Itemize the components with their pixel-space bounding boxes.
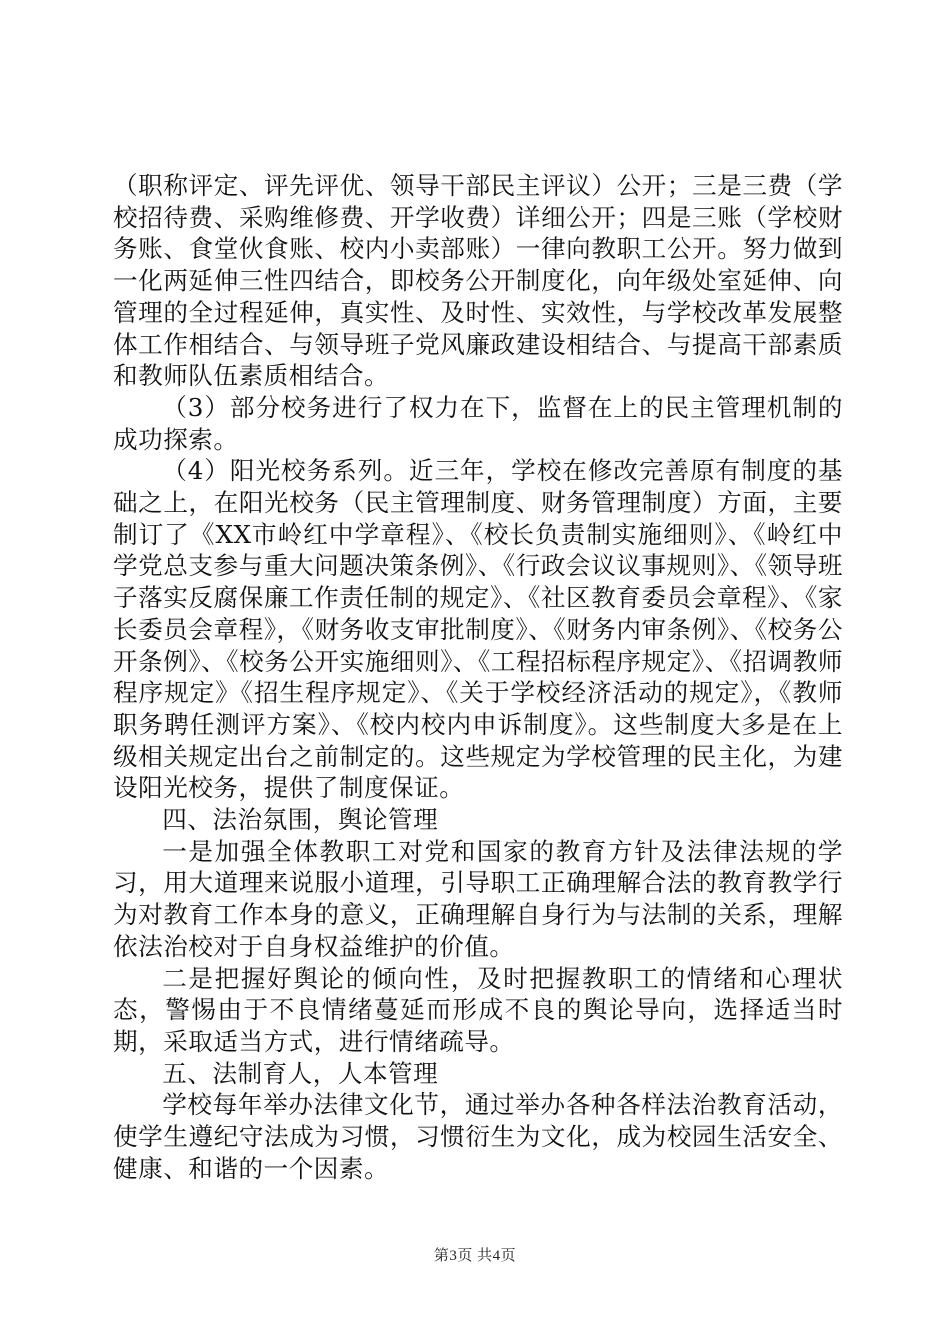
- paragraph-section-4-2: 二是把握好舆论的倾向性，及时把握教职工的情绪和心理状态，警惕由于不良情绪蔓延而形成不良的舆论导向，选择适当时期，采取适当方式，进行情绪疏导。: [113, 963, 843, 1056]
- document-body: [113, 170, 843, 1185]
- section-heading-5: 五、法制育人，人本管理: [162, 1058, 439, 1088]
- paragraph-section-5-1: 学校每年举办法律文化节，通过举办各种各样法治教育活动，使学生遵纪守法成为习惯，习惯衍生为文化，成为校园生活安全、健康、和谐的一个因素。: [113, 1090, 843, 1183]
- paragraph-continued: （职称评定、评先评优、领导干部民主评议）公开；三是三费（学校招待费、采购维修费、开学收费）详细公开；四是三账（学校财务账、食堂伙食账、校内小卖部账）一律向教职工公开。努力做到一化两延伸三性四结合，即校务公开制度化，向年级处室延伸、向管理的全过程延伸，真实性、及时性、实效性，与学校改革发展整体工作相结合、与领导班子党风廉政建设相结合、与提高干部素质和教师队伍素质相结合。: [113, 171, 843, 391]
- paragraph-item-3: （3）部分校务进行了权力在下，监督在上的民主管理机制的成功探索。: [113, 392, 843, 454]
- paragraph-section-4-1: 一是加强全体教职工对党和国家的教育方针及法律法规的学习，用大道理来说服小道理，引导职工正确理解合法的教育教学行为对教育工作本身的意义，正确理解自身行为与法制的关系，理解依法治校对于自身权益维护的价值。: [113, 836, 843, 961]
- page-number-footer: 第3页 共4页: [433, 1248, 517, 1264]
- section-heading-4: 四、法治氛围，舆论管理: [162, 805, 439, 835]
- paragraph-item-4: （4）阳光校务系列。近三年，学校在修改完善原有制度的基础之上，在阳光校务（民主管理制度、财务管理制度）方面，主要制订了《XX市岭红中学章程》、《校长负责制实施细则》、《岭红中学党总支参与重大问题决策条例》、《行政会议议事规则》、《领导班子落实反腐保廉工作责任制的规定》、《社区教育委员会章程》、《家长委员会章程》，《财务收支审批制度》、《财务内审条例》、《校务公开条例》、《校务公开实施细则》、《工程招标程序规定》、《招调教师程序规定》《招生程序规定》、《关于学校经济活动的规定》，《教师职务聘任测评方案》、《校内校内申诉制度》。这些制度大多是在上级相关规定出台之前制定的。这些规定为学校管理的民主化，为建设阳光校务，提供了制度保证。: [113, 456, 843, 803]
